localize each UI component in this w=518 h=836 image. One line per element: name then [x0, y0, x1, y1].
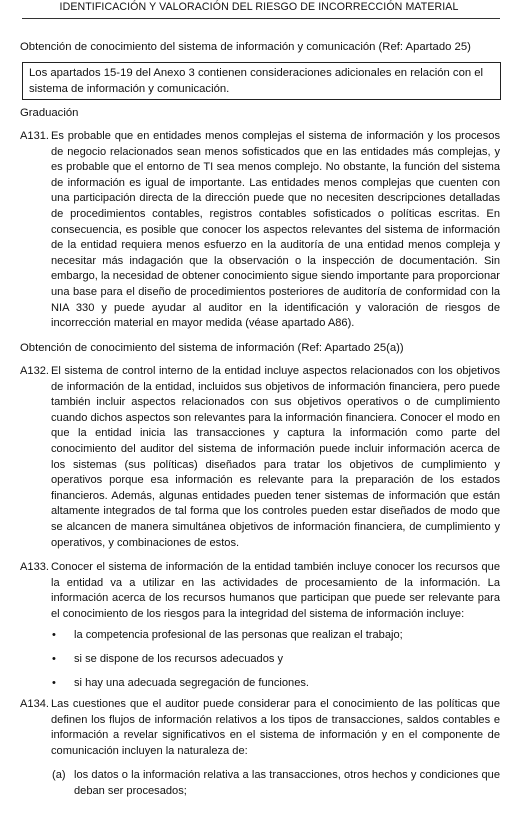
bullet-icon: • — [52, 677, 56, 689]
paragraph-number: A132. — [20, 365, 49, 377]
paragraph-number: A131. — [20, 130, 49, 142]
paragraph-a131 — [20, 129, 500, 332]
list-item — [52, 652, 492, 668]
list-item-text: si hay una adecuada segregación de funciones. — [74, 677, 309, 689]
section-heading-information-communication: Obtención de conocimiento del sistema de información y comunicación (Ref: Apartado 25) — [20, 41, 471, 53]
paragraph-text: Conocer el sistema de información de la entidad también incluye conocer los recursos que la entidad va a utilizar en las actividades de procesamiento de la información. La información acerca de los recursos humanos que participan que puede ser relevante para el conocimiento de los riesgos para la integridad del sistema de información incluye: — [51, 561, 500, 620]
paragraph-a132 — [20, 364, 500, 551]
paragraph-text: El sistema de control interno de la entidad incluye aspectos relacionados con los objetivos de información de la entidad, incluidos sus objetivos de información financiera, pero puede también incluir aspectos relacionados con sus objetivos operativos o de cumplimiento cuando dichos aspectos son relevantes para la información financiera. Conocer el modo en que la entidad inicia las transacciones y captura la información como parte del conocimiento del auditor del sistema de información puede incluir información acerca de los sistemas (sus políticas) diseñados para tratar los objetivos de cumplimiento y operativos porque esa información es relevante para la preparación de los estados financieros. Además, algunas entidades pueden tener sistemas de información que están altamente integrados de tal forma que los controles pueden estar diseñados de modo que se alcancen de manera simultánea objetivos de información financiera, de cumplimiento y operativos, y combinaciones de estos. — [51, 365, 500, 549]
paragraph-text: Las cuestiones que el auditor puede considerar para el conocimiento de las políticas que definen los flujos de información relativos a los tipos de transacciones, saldos contables e información a revelar significativos en el sistema de información y en el componente de comunicación incluyen la naturaleza de: — [51, 698, 500, 757]
item-text: los datos o la información relativa a las transacciones, otros hechos y condiciones que deban ser procesados; — [74, 769, 500, 797]
bullet-icon: • — [52, 629, 56, 641]
section-heading-information-system: Obtención de conocimiento del sistema de información (Ref: Apartado 25(a)) — [20, 342, 404, 354]
page-header: IDENTIFICACIÓN Y VALORACIÓN DEL RIESGO DE INCORRECCIÓN MATERIAL — [59, 1, 459, 13]
item-label: (a) — [52, 769, 66, 781]
paragraph-number: A133. — [20, 561, 49, 573]
paragraph-text: Es probable que en entidades menos complejas el sistema de información y los procesos de negocio relacionados sean menos sofisticados que en las entidades más complejas, y es probable que el entorno de TI sea menos complejo. No obstante, la función del sistema de información es igual de importante. Las entidades menos complejas que cuenten con una participación directa de la dirección puede que no necesiten descripciones detalladas de procedimientos contables, registros contables sofisticados o políticas escritas. En consecuencia, es posible que conocer los aspectos relevantes del sistema de información de la entidad requiera menos esfuerzo en la auditoría de una entidad menos compleja y necesitar más indagación que la observación o la inspección de documentación. Sin embargo, la necesidad de obtener conocimiento sigue siendo importante para proporcionar una base para el diseño de procedimientos posteriores de auditoría de conformidad con la NIA 330 y puede ayudar al auditor en la identificación y valoración de riesgos de incorrección material en mayor medida (véase apartado A86). — [51, 130, 500, 330]
paragraph-a133 — [20, 560, 500, 622]
header-rule — [22, 18, 500, 19]
list-item — [52, 676, 492, 692]
lettered-item-a — [52, 768, 500, 799]
note-box: Los apartados 15-19 del Anexo 3 contienen consideraciones adicionales en relación con el sistema de información y comunicación. — [22, 62, 501, 100]
bullet-icon: • — [52, 653, 56, 665]
list-item — [52, 628, 492, 644]
paragraph-a134 — [20, 697, 500, 759]
graduacion-heading: Graduación — [20, 107, 79, 119]
list-item-text: la competencia profesional de las personas que realizan el trabajo; — [74, 629, 403, 641]
list-item-text: si se dispone de los recursos adecuados y — [74, 653, 284, 665]
paragraph-number: A134. — [20, 698, 49, 710]
